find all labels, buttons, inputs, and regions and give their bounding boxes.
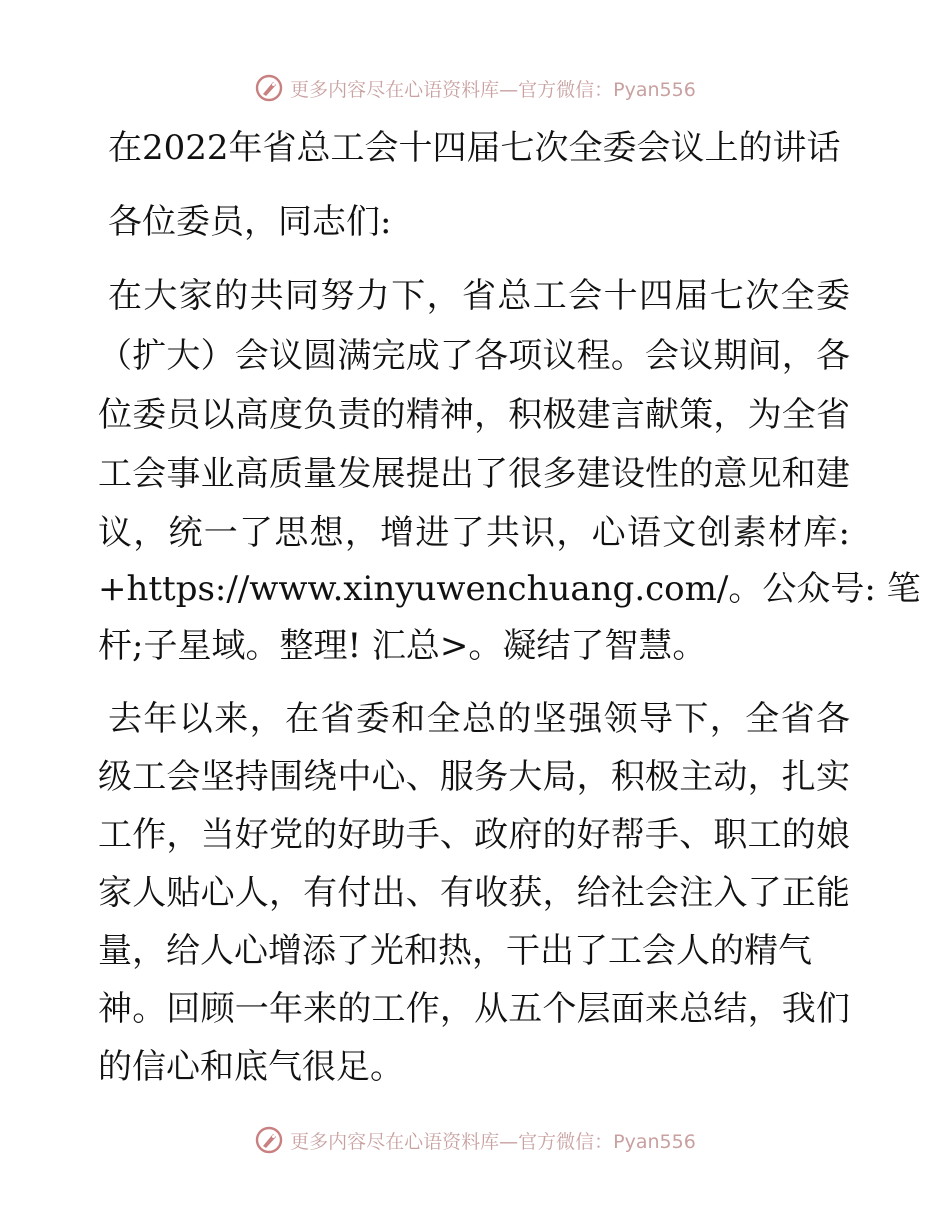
footer-watermark — [0, 1120, 950, 1160]
paragraph-line: 家人贴心人，有付出、有收获，给社会注入了正能 — [98, 873, 850, 913]
paragraph-line: 去年以来，在省委和全总的坚强领导下，全省各 — [108, 699, 850, 739]
document-title: 在2022年省总工会十四届七次全委会议上的讲话 — [108, 128, 841, 168]
paragraph-line: 议，统一了思想，增进了共识，心语文创素材库: — [98, 513, 850, 553]
paragraph-line: 级工会坚持围绕中心、服务大局，积极主动，扎实 — [98, 757, 850, 797]
paragraph-line: 位委员以高度负责的精神，积极建言献策，为全省 — [98, 395, 850, 435]
pen-nib-circle-icon — [254, 73, 284, 103]
paragraph-line: 量，给人心增添了光和热，干出了工会人的精气 — [98, 931, 812, 971]
salutation: 各位委员，同志们: — [108, 202, 392, 242]
paragraph-line: 工作，当好党的好助手、政府的好帮手、职工的娘 — [98, 815, 850, 855]
watermark-text: 更多内容尽在心语资料库—官方微信：Pyan556 — [290, 1130, 696, 1153]
pen-nib-circle-icon — [254, 1125, 284, 1155]
paragraph-line: （扩大）会议圆满完成了各项议程。会议期间，各 — [98, 336, 850, 376]
paragraph-line: 杆;子星域。整理! 汇总>。凝结了智慧。 — [98, 626, 707, 666]
paragraph-line: 的信心和底气很足。 — [98, 1047, 404, 1087]
paragraph-line: +https://www.xinyuwenchuang.com/。公众号: 笔 — [98, 569, 921, 609]
paragraph-line: 神。回顾一年来的工作，从五个层面来总结，我们 — [98, 989, 850, 1029]
paragraph-line: 在大家的共同努力下，省总工会十四届七次全委 — [108, 276, 850, 316]
watermark-text: 更多内容尽在心语资料库—官方微信：Pyan556 — [290, 78, 696, 101]
header-watermark — [0, 68, 950, 108]
paragraph-line: 工会事业高质量发展提出了很多建设性的意见和建 — [98, 454, 850, 494]
